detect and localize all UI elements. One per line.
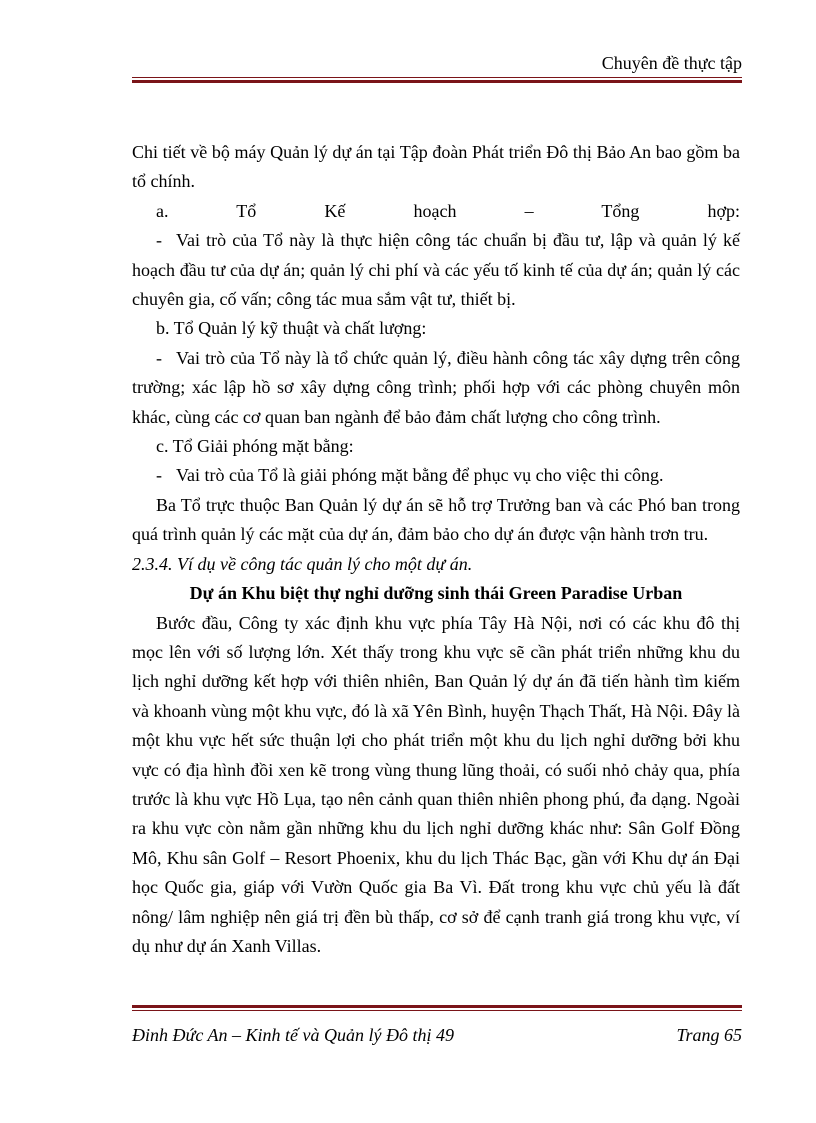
section-a-text: Vai trò của Tổ này là thực hiện công tác chuẩn bị đầu tư, lập và quản lý kế hoạch đầu tư của dự án; quản lý chi phí và các yếu tố kinh tế của dự án; quản lý các chuyên gia, cố vấn; công tác mua sắm vật tư, thiết bị. bbox=[132, 230, 740, 310]
footer-rule-thick bbox=[132, 1005, 742, 1008]
dash-marker: - bbox=[156, 230, 162, 251]
subsection-heading: 2.3.4. Ví dụ về công tác quản lý cho một dự án. bbox=[132, 553, 473, 574]
footer-author: Đinh Đức An – Kinh tế và Quản lý Đô thị 49 bbox=[132, 1025, 454, 1045]
footer-page-number: Trang 65 bbox=[676, 1025, 742, 1045]
header-rule-thin bbox=[132, 77, 742, 78]
header-title: Chuyên đề thực tập bbox=[601, 53, 742, 73]
summary-paragraph: Ba Tổ trực thuộc Ban Quản lý dự án sẽ hỗ trợ Trưởng ban và các Phó ban trong quá trình quản lý các mặt của dự án, đảm bảo cho dự án được vận hành trơn tru. bbox=[132, 494, 740, 545]
section-c-text: Vai trò của Tổ là giải phóng mặt bằng để phục vụ cho việc thi công. bbox=[176, 465, 664, 486]
section-c-bullet bbox=[132, 461, 740, 490]
footer-rule-thin bbox=[132, 1010, 742, 1011]
section-a-heading: a. Tổ Kế hoạch – Tổng hợp: bbox=[156, 200, 740, 221]
dash-marker: - bbox=[156, 465, 162, 486]
project-paragraph: Bước đầu, Công ty xác định khu vực phía Tây Hà Nội, nơi có các khu đô thị mọc lên với số lượng lớn. Xét thấy trong khu vực sẽ cần phát triển những khu du lịch nghỉ dưỡng kết hợp với thiên nhiên, Ban Quản lý dự án đã tiến hành tìm kiếm và khoanh vùng một khu vực, đó là xã Yên Bình, huyện Thạch Thất, Hà Nội. Đây là một khu vực hết sức thuận lợi cho phát triển một khu du lịch nghỉ dưỡng bởi khu vực có địa hình đồi xen kẽ trong vùng thung lũng thoải, có suối nhỏ chảy qua, phía trước là khu vực Hồ Lụa, tạo nên cảnh quan thiên nhiên phong phú, đa dạng. Ngoài ra khu vực còn nằm gần những khu du lịch nghỉ dưỡng khác như: Sân Golf Đồng Mô, Khu sân Golf – Resort Phoenix, khu du lịch Thác Bạc, gần với Khu dự án Đại học Quốc gia, giáp với Vườn Quốc gia Ba Vì. Đất trong khu vực chủ yếu là đất nông/ lâm nghiệp nên giá trị đền bù thấp, cơ sở để cạnh tranh giá trong khu vực, ví dụ như dự án Xanh Villas. bbox=[132, 612, 740, 956]
section-b-text: Vai trò của Tổ này là tổ chức quản lý, điều hành công tác xây dựng trên công trường; xác lập hồ sơ xây dựng công trình; phối hợp với các phòng chuyên môn khác, cùng các cơ quan ban ngành để bảo đảm chất lượng cho công trình. bbox=[132, 347, 740, 427]
dash-marker: - bbox=[156, 347, 162, 368]
header-rule-thick bbox=[132, 80, 742, 83]
section-b-bullet bbox=[132, 344, 740, 432]
section-a-bullet bbox=[132, 226, 740, 314]
page-content bbox=[132, 138, 740, 961]
intro-paragraph: Chi tiết về bộ máy Quản lý dự án tại Tập đoàn Phát triển Đô thị Bảo An bao gồm ba tổ chính. bbox=[132, 142, 740, 192]
section-c-heading: c. Tổ Giải phóng mặt bằng: bbox=[156, 436, 354, 457]
project-title: Dự án Khu biệt thự nghỉ dưỡng sinh thái Green Paradise Urban bbox=[189, 583, 683, 604]
section-b-heading: b. Tổ Quản lý kỹ thuật và chất lượng: bbox=[156, 318, 427, 339]
